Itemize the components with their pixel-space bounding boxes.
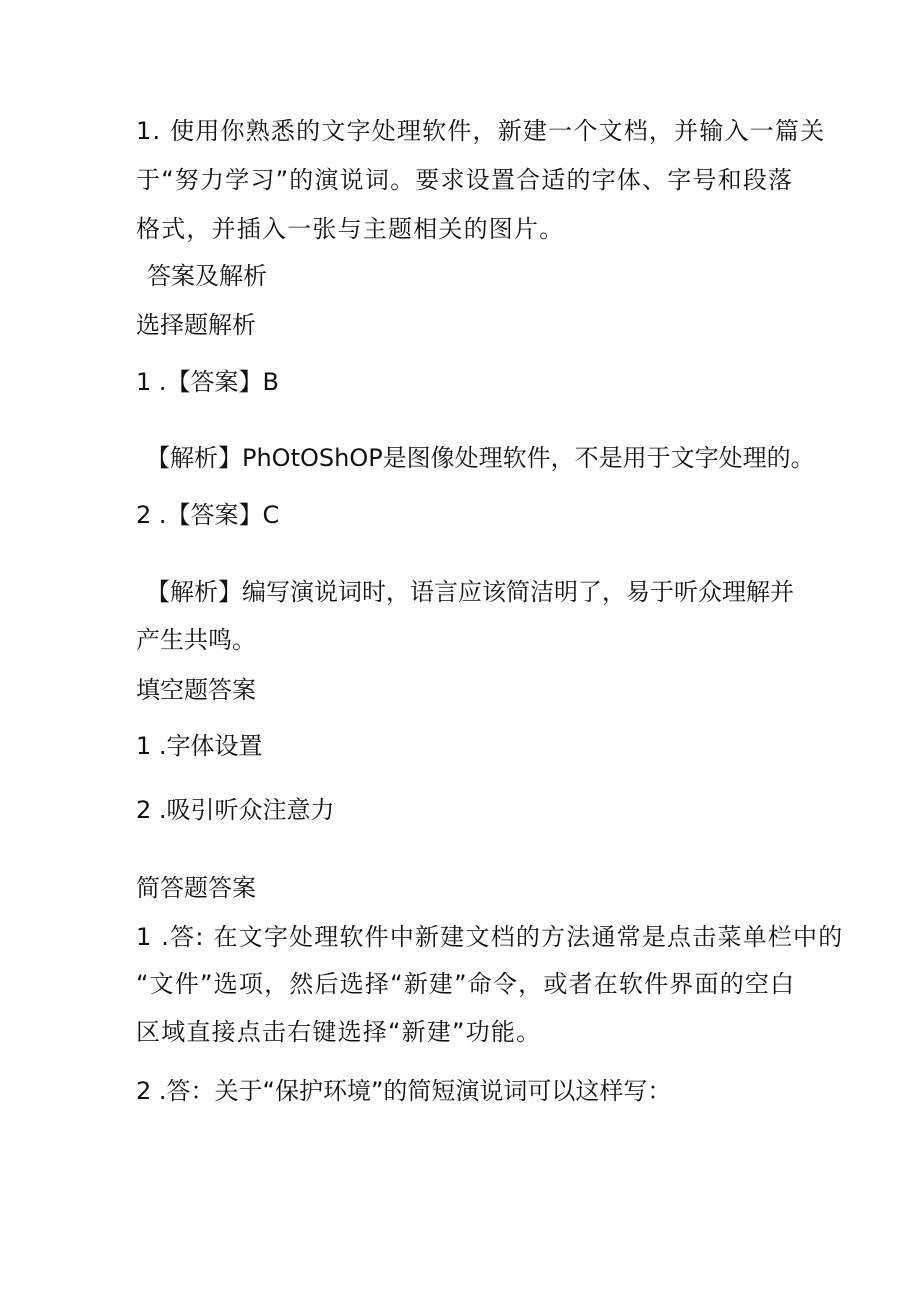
- short-answer-1-line-1: 1 .答: 在文字处理软件中新建文档的方法通常是点击菜单栏中的: [136, 923, 844, 951]
- question-line-3: 格式，并插入一张与主题相关的图片。: [136, 215, 565, 243]
- choice-heading: 选择题解析: [136, 311, 256, 339]
- fill-heading: 填空题答案: [136, 676, 256, 704]
- choice-answer-1: 1 .【答案】B: [136, 368, 279, 396]
- short-answer-1-line-2: “文件”选项，然后选择“新建”命令，或者在软件界面的空白: [136, 970, 796, 998]
- short-answer-1-line-3: 区域直接点击右键选择“新建”功能。: [136, 1018, 542, 1046]
- short-heading: 简答题答案: [136, 874, 256, 902]
- fill-item-2: 2 .吸引听众注意力: [136, 796, 335, 824]
- choice-analysis-1: 【解析】PhOtOShOP是图像处理软件，不是用于文字处理的。: [146, 444, 815, 472]
- question-line-2: 于“努力学习”的演说词。要求设置合适的字体、字号和段落: [136, 166, 794, 194]
- choice-analysis-2-line-2: 产生共鸣。: [136, 626, 256, 654]
- answer-heading: 答案及解析: [147, 262, 267, 290]
- choice-analysis-2-line-1: 【解析】编写演说词时，语言应该简洁明了，易于听众理解并: [146, 578, 794, 606]
- fill-item-1: 1 .字体设置: [136, 732, 263, 760]
- short-answer-2: 2 .答：关于“保护环境”的简短演说词可以这样写：: [136, 1077, 672, 1105]
- question-line-1: 1. 使用你熟悉的文字处理软件，新建一个文档，并输入一篇关: [136, 117, 826, 145]
- choice-answer-2: 2 .【答案】C: [136, 501, 280, 529]
